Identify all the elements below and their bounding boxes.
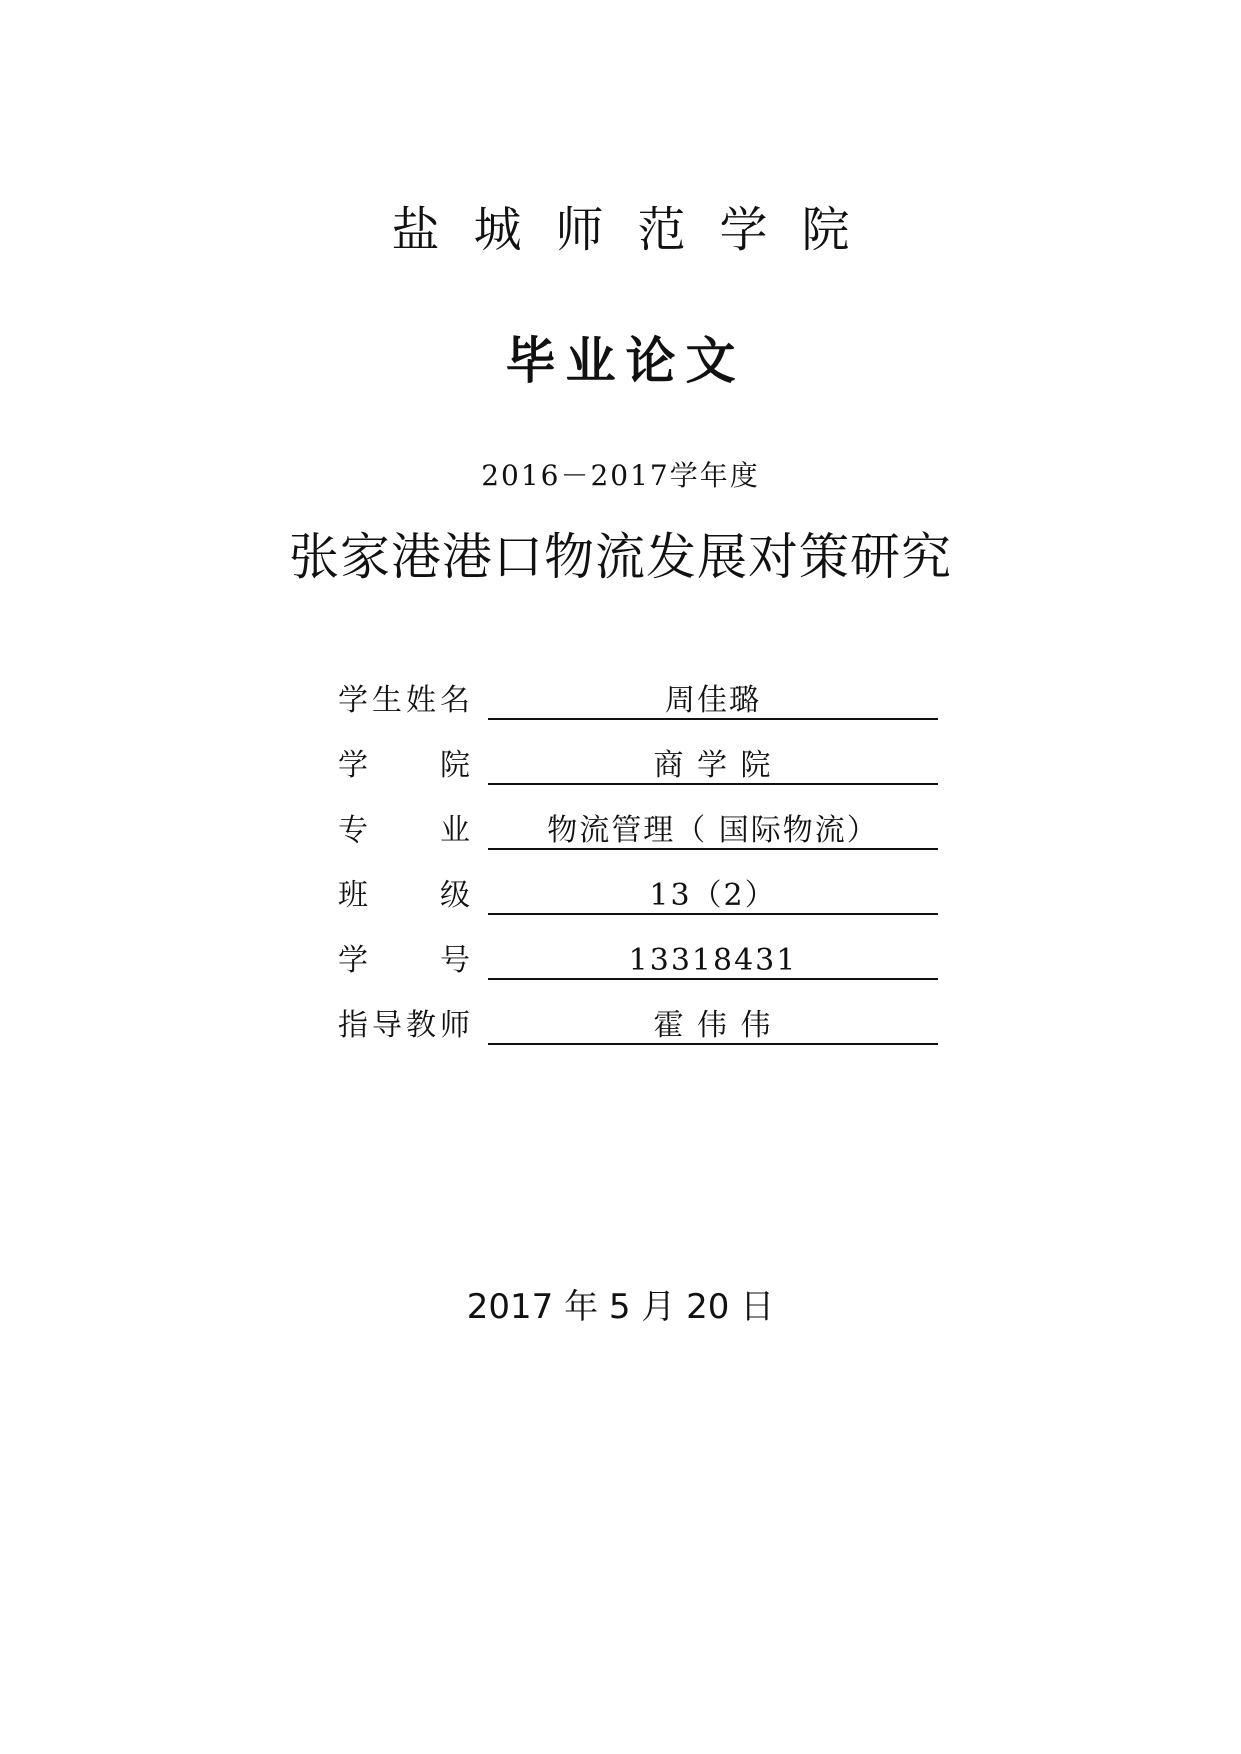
university-name: 盐城师范学院	[391, 202, 884, 258]
submission-date: 2017 年 5 月 20 日	[466, 1287, 775, 1327]
document-type: 毕业论文	[505, 332, 746, 390]
class-value: 13（2）	[488, 870, 938, 915]
student-id-label: 学 号	[338, 943, 470, 978]
student-id-row	[338, 935, 938, 1000]
advisor-value: 霍 伟 伟	[488, 1000, 938, 1045]
student-name-row	[338, 675, 938, 740]
student-id-value: 13318431	[488, 935, 938, 980]
class-label: 班 级	[338, 878, 470, 913]
student-info-block	[338, 675, 938, 1065]
college-label: 学 院	[338, 748, 470, 783]
class-row	[338, 870, 938, 935]
college-value: 商 学 院	[488, 740, 938, 785]
advisor-label: 指 导 教 师	[338, 1008, 470, 1043]
college-row	[338, 740, 938, 805]
advisor-row	[338, 1000, 938, 1065]
student-name-value: 周佳璐	[488, 675, 938, 720]
major-label: 专 业	[338, 813, 470, 848]
academic-year: 2016－2017学年度	[481, 459, 760, 492]
thesis-title: 张家港港口物流发展对策研究	[289, 528, 952, 586]
student-name-label: 学 生 姓 名	[338, 683, 470, 718]
major-row	[338, 805, 938, 870]
major-value: 物流管理（ 国际物流）	[488, 805, 938, 850]
